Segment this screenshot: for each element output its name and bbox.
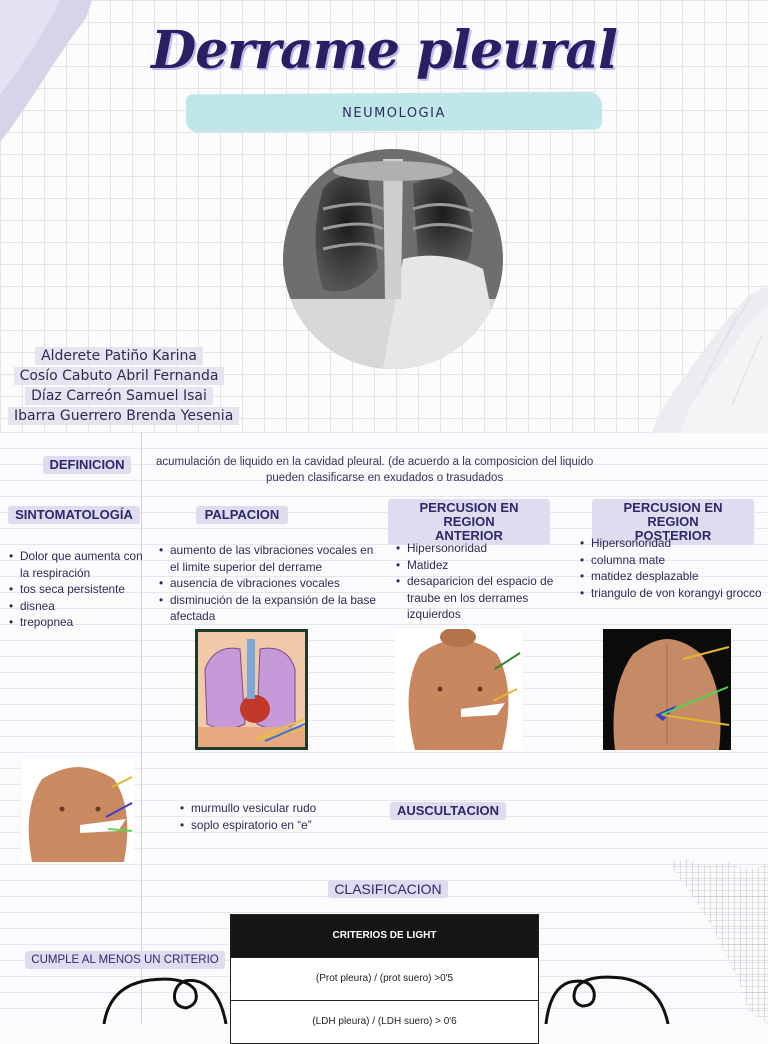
label-line: PERCUSION EN REGION: [623, 500, 723, 529]
page-title: Derrame pleural: [151, 20, 617, 81]
auscultacion-label: AUSCULTACION: [390, 802, 506, 820]
criterio-note: CUMPLE AL MENOS UN CRITERIO: [25, 951, 225, 969]
thorax-anatomy-illustration: [195, 629, 308, 750]
list-item: • trepopnea: [20, 614, 150, 631]
list-item: • aumento de las vibraciones vocales en el limite superior del derrame: [170, 542, 382, 575]
posterior-back-photo: [603, 629, 731, 750]
definicion-line: acumulación de liquido en la cavidad pleural. (de acuerdo a la composicion del liquido: [156, 456, 594, 468]
list-item: • murmullo vesicular rudo: [191, 800, 391, 817]
percusion-anterior-label: [388, 499, 550, 545]
page-subtitle: NEUMOLOGIA: [342, 106, 446, 121]
label-line: POSTERIOR: [634, 528, 712, 543]
author-name: Alderete Patiño Karina: [35, 347, 203, 365]
author-list: [8, 347, 234, 427]
list-item: • columna mate: [591, 552, 768, 569]
author-name: Cosío Cabuto Abril Fernanda: [14, 367, 225, 385]
list-item: • matidez desplazable: [591, 568, 768, 585]
crumpled-paper-right: [652, 285, 768, 433]
palpacion-list: [158, 542, 382, 625]
list-item: • triangulo de von korangyi grocco: [591, 585, 768, 602]
list-item: • Matidez: [407, 557, 579, 574]
author-name: Díaz Carreón Samuel Isai: [25, 387, 213, 405]
light-criteria-table: [230, 914, 539, 1044]
definicion-line: pueden clasificarse en exudados o trasudados: [266, 472, 504, 484]
label-line: PERCUSION EN REGION: [419, 500, 519, 529]
auscultacion-list: [179, 800, 391, 833]
list-item: • desaparicion del espacio de traube en los derrames izquierdos: [407, 573, 579, 623]
table-row: (Prot pleura) / (prot suero) >0'5: [231, 957, 538, 1000]
author-name: Ibarra Guerrero Brenda Yesenia: [8, 407, 239, 425]
list-item: • disnea: [20, 598, 150, 615]
table-row: (LDH pleura) / (LDH suero) > 0'6: [231, 1000, 538, 1043]
anterior-chest-photo: [395, 629, 522, 750]
margin-line: [141, 432, 142, 1024]
palpacion-label: PALPACION: [196, 506, 288, 524]
list-item: • Hipersonoridad: [407, 540, 579, 557]
clasificacion-label: CLASIFICACION: [328, 880, 448, 898]
list-item: • tos seca persistente: [20, 581, 150, 598]
decorative-loop-left: [100, 970, 230, 1024]
chest-xray-image: [283, 149, 503, 369]
auscultation-chest-photo: [22, 759, 134, 862]
percusion-anterior-list: [395, 540, 579, 623]
definicion-label: DEFINICION: [43, 456, 131, 474]
list-item: • Dolor que aumenta con la respiración: [20, 548, 150, 581]
table-header: CRITERIOS DE LIGHT: [231, 915, 538, 957]
torn-paper-texture: [668, 860, 768, 1024]
list-item: • disminución de la expansión de la base afectada: [170, 592, 382, 625]
sintomatologia-list: [8, 548, 150, 631]
sintomatologia-label: SINTOMATOLOGÍA: [8, 506, 140, 524]
list-item: • ausencia de vibraciones vocales: [170, 575, 382, 592]
list-item: • Hipersonoridad: [591, 535, 768, 552]
list-item: • soplo espiratorio en “e”: [191, 817, 391, 834]
definicion-text: [156, 454, 676, 486]
percusion-posterior-list: [579, 535, 768, 601]
label-line: ANTERIOR: [435, 528, 503, 543]
decorative-loop-right: [542, 970, 672, 1024]
